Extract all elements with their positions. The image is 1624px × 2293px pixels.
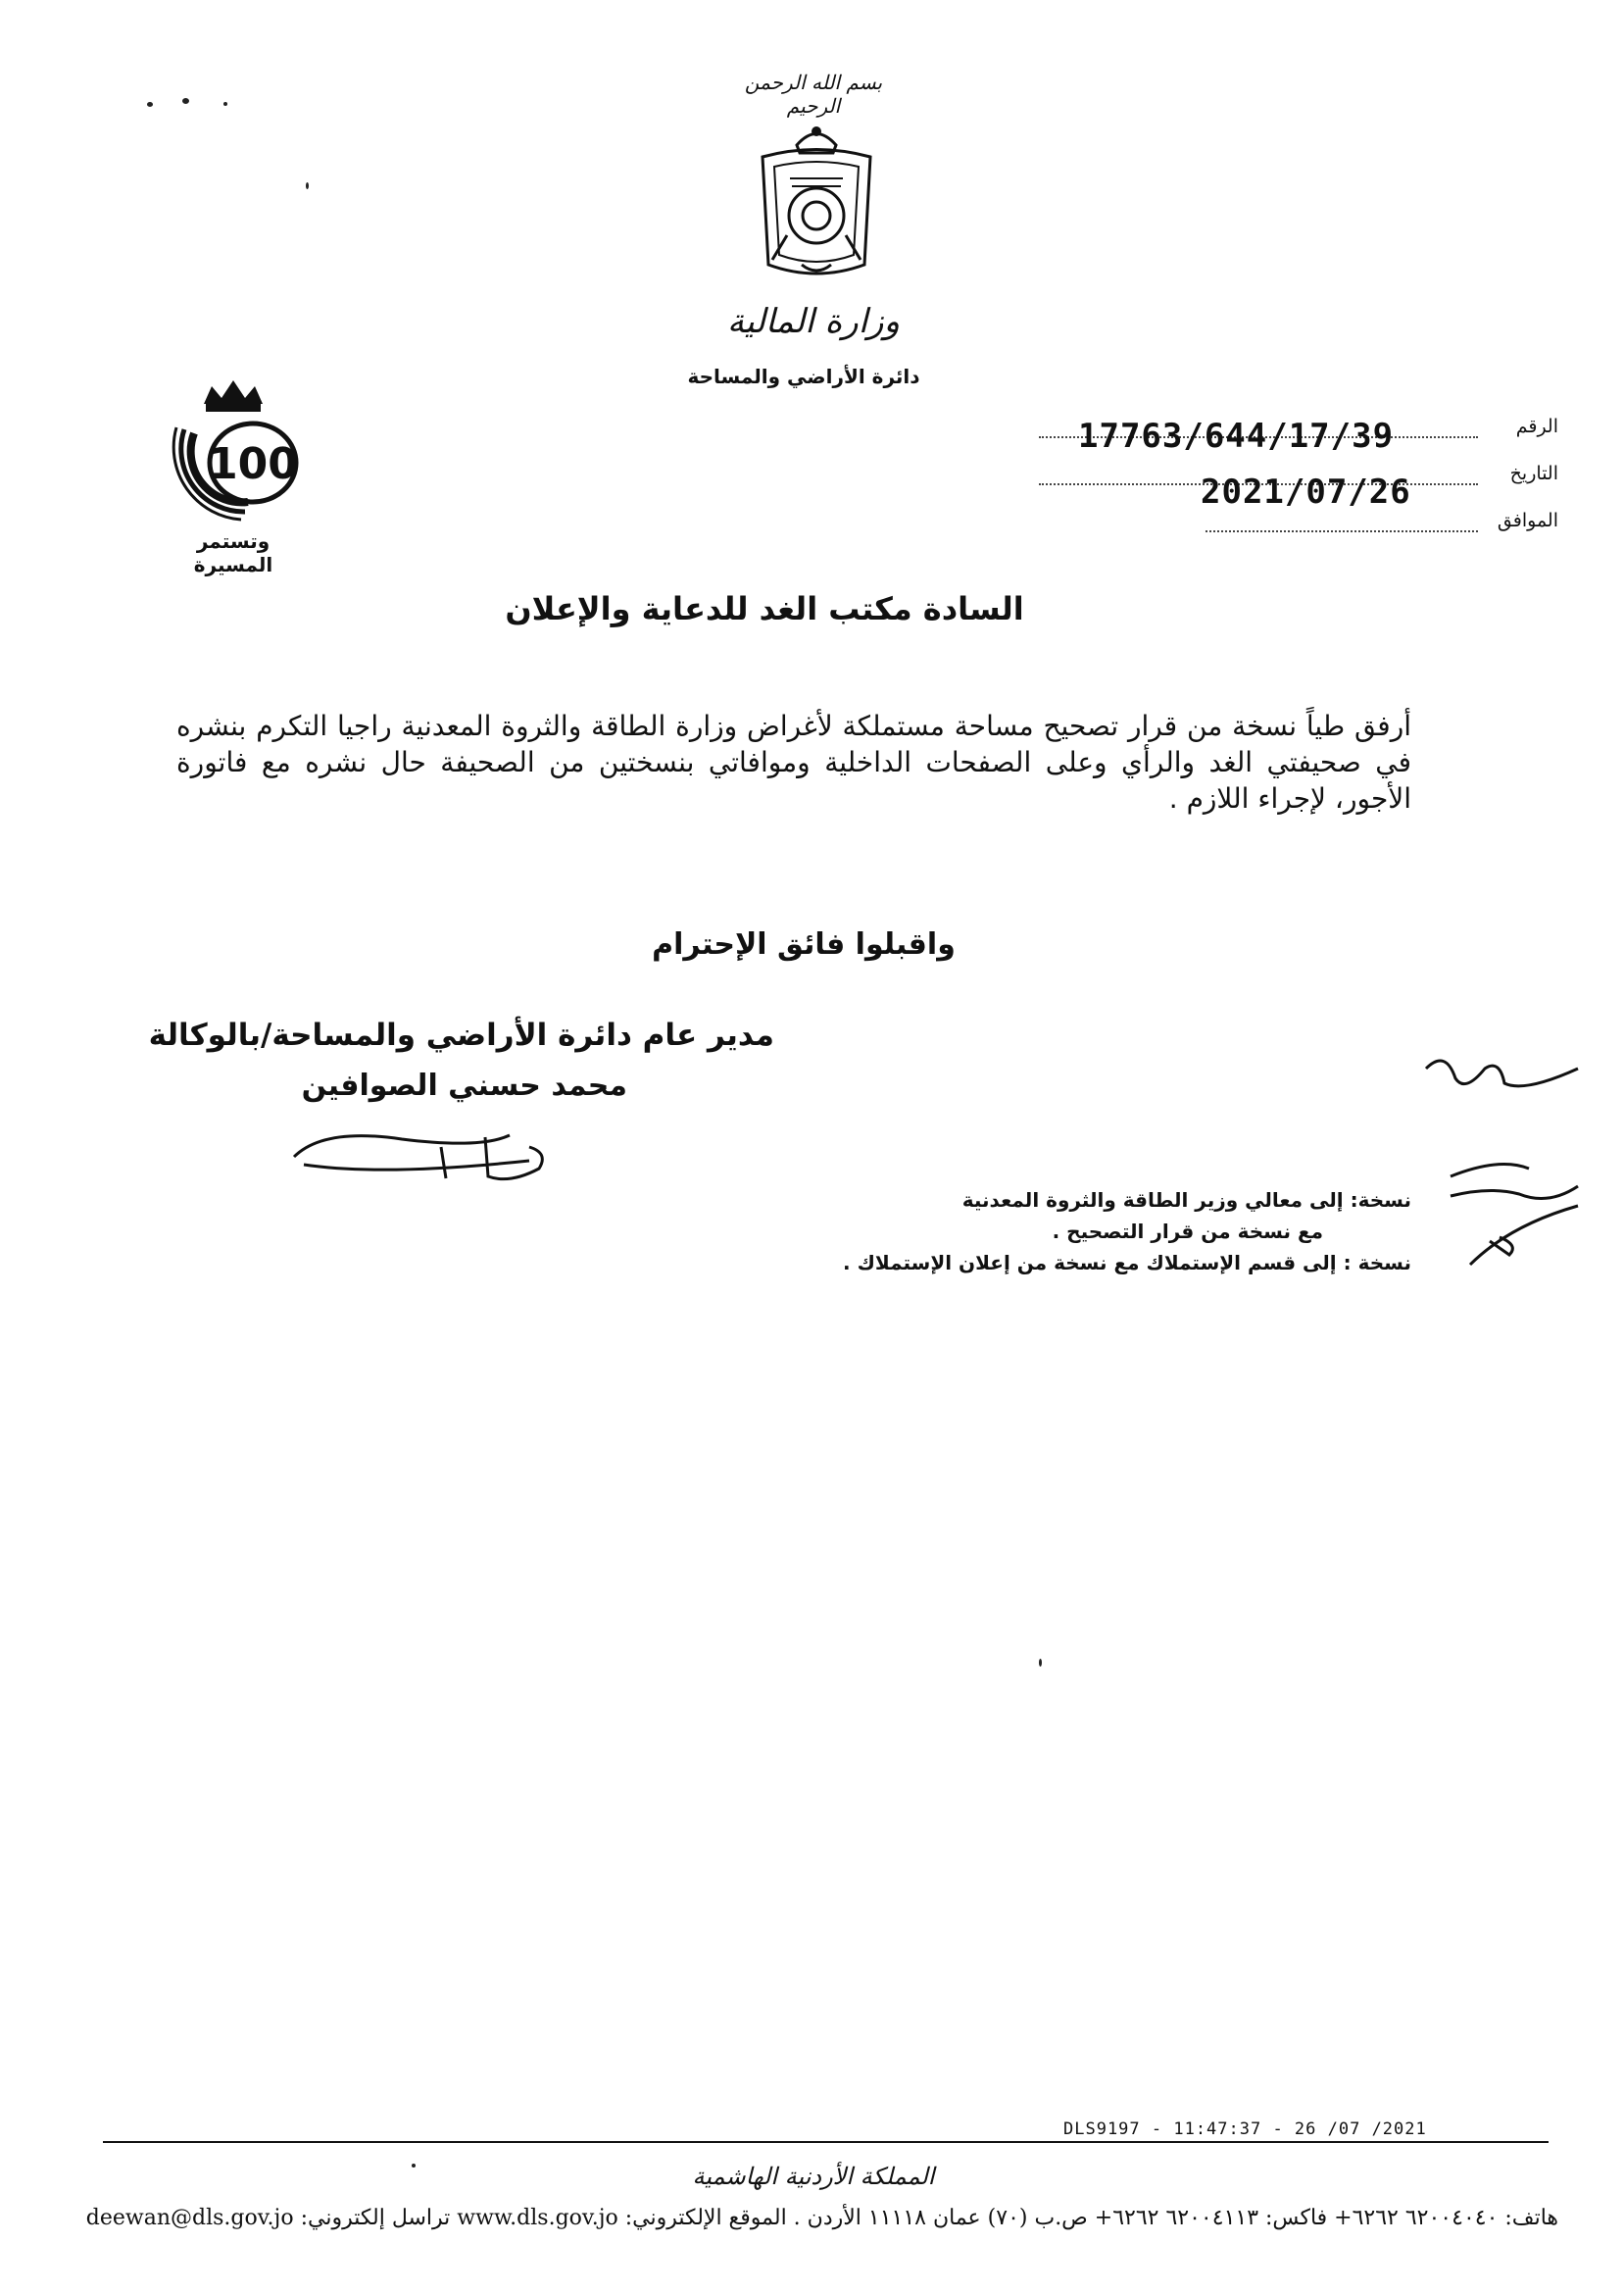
reference-number-label: الرقم — [1515, 416, 1558, 437]
scan-speck — [182, 98, 189, 104]
reference-corresponding-line — [1206, 530, 1478, 532]
contact-details: هاتف: ٦٢٠٠٤٠٤٠ ٦٢٦٢+ فاكس: ٦٢٠٠٤١١٣ ٦٢٦٢+ ص.ب (٧٠) عمان ١١١١٨ الأردن . الموقع الإلكتروني: www.dls.gov.jo تراسل إلكتروني: deewan@dls.gov.jo — [85, 2206, 1558, 2230]
scan-speck — [412, 2164, 416, 2168]
print-stamp: DLS9197 - 11:47:37 - 26 /07 /2021 — [1063, 2119, 1427, 2139]
closing-line: واقبلوا فائق الإحترام — [652, 927, 956, 962]
centennial-slogan: وتستمر المسيرة — [193, 529, 273, 576]
ministry-name: وزارة المالية — [727, 302, 900, 341]
letter-body: أرفق طياً نسخة من قرار تصحيح مساحة مستملكة لأغراض وزارة الطاقة والثروة المعدنية راجيا التكرم بنشره في صحيفتي الغد والرأي وعلى الصفحات الداخلية وموافاتي بنسختين من الصحيفة حال نشره مع فاتورة الأجور، لإجراء اللازم . — [176, 710, 1411, 815]
coat-of-arms-emblem — [743, 118, 890, 284]
cc-line-1-continued: مع نسخة من قرار التصحيح . — [1052, 1220, 1323, 1243]
centennial-logo — [155, 365, 312, 576]
reference-date-label: التاريخ — [1509, 463, 1558, 484]
centennial-number: 100 — [208, 439, 298, 489]
crown-ring-icon — [155, 365, 312, 522]
footer-divider — [103, 2141, 1549, 2143]
signatory-name: محمد حسني الصوافين — [301, 1069, 627, 1103]
department-name: دائرة الأراضي والمساحة — [687, 365, 920, 388]
reference-number-value: 17763/644/17/39 — [1078, 417, 1395, 456]
handwritten-signature — [284, 1118, 559, 1186]
kingdom-name: المملكة الأردنية الهاشمية — [692, 2163, 935, 2190]
reference-date-value: 2021/07/26 — [1201, 473, 1411, 512]
initials-mark — [1406, 1039, 1593, 1108]
basmala: بسم الله الرحمن الرحيم — [744, 71, 883, 118]
signatory-title: مدير عام دائرة الأراضي والمساحة/بالوكالة — [148, 1018, 774, 1053]
scan-speck — [306, 182, 309, 189]
cc-line-2: نسخة : إلى قسم الإستملاك مع نسخة من إعلان الإستملاك . — [843, 1251, 1411, 1274]
cc-line-1: نسخة: إلى معالي وزير الطاقة والثروة المعدنية — [961, 1188, 1411, 1212]
scan-speck — [1039, 1659, 1042, 1667]
initials-mark — [1431, 1147, 1598, 1284]
scan-speck — [147, 102, 153, 107]
reference-corresponding-label: الموافق — [1497, 510, 1558, 531]
scan-speck — [223, 102, 227, 106]
addressee: السادة مكتب الغد للدعاية والإعلان — [505, 590, 1024, 627]
